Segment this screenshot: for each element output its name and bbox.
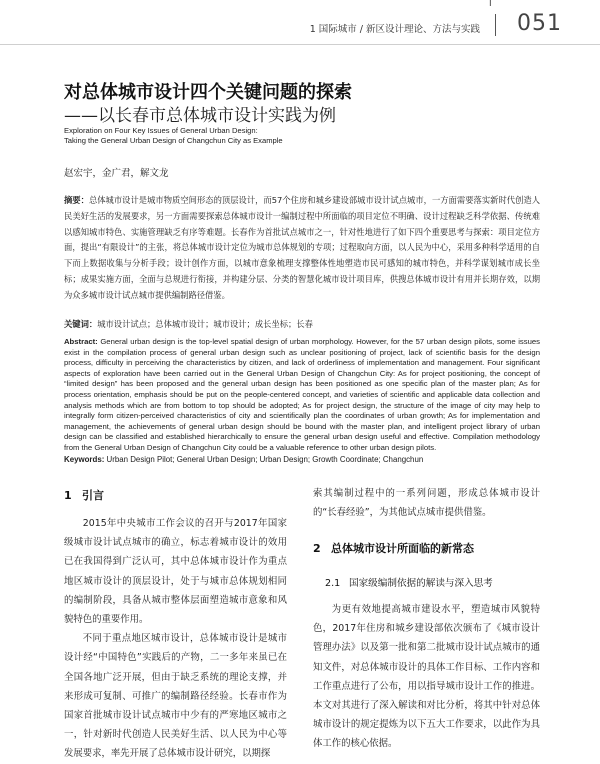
- right-column-top: [313, 484, 540, 522]
- section-2-title: 总体城市设计所面临的新常态: [331, 542, 474, 555]
- keywords-en-label: Keywords:: [64, 455, 105, 464]
- abstract-cn-text: 总体城市设计是城市物质空间形态的顶层设计，而57个住房和城乡建设部城市设计试点城市，一方面需要落实新时代创造人民美好生活的发展要求，另一方面需要探索总体城市设计一编制过程中所面临的项目定位不明确、设计过程缺乏科学依据、传统难以感知城市特色、实施管理缺乏有序等难题。长春作为首批试点城市之一，针对性地进行了如下四个重要思考与探索：项目定位方面，提出“有限设计”的主张，将总体城市设计定位为城市总体规划的专项；过程取向方面，以人民为中心，采用多种科学适用的自下而上数据收集与分析手段；设计创作方面，以城市意象梳理支撑整体性地塑造市民可感知的城市特色，并科学谋划城市成长坐标；成果实施方面，全面与总规进行衔接，并构建分层、分类的智慧化城市设计项目库，供搜总体城市设计有用并长期存效，以期为众多城市设计试点城市提供编制路径借鉴。: [64, 195, 540, 300]
- section-2-number: 2: [313, 542, 321, 555]
- section-1-heading: [64, 487, 104, 503]
- english-title: [64, 126, 283, 146]
- keywords-en: [64, 454, 540, 465]
- abstract-cn: [64, 193, 540, 304]
- left-paragraph-1: 2015年中央城市工作会议的召开与2017年国家级城市设计试点城市的确立，标志着城市设计的效用已在我国得到广泛认可，其中总体城市设计作为重点地区城市设计的顶层设计，处于与城市总体规划相同的编制阶段，具备从城市整体层面塑造城市意象和风貌特色的重要作用。: [64, 518, 287, 626]
- article-title: 对总体城市设计四个关键问题的探索: [64, 82, 352, 103]
- right-paragraph-1: 索其编制过程中的一系列问题，形成总体城市设计的“长春经验”，为其他试点城市提供借鉴。: [313, 488, 540, 519]
- abstract-en: [64, 337, 540, 454]
- section-2-1-heading: [325, 575, 493, 589]
- running-head: 1 国际城市 / 新区设计理论、方法与实践: [309, 24, 480, 35]
- english-title-line-2: Taking the General Urban Design of Changchun City as Example: [64, 136, 283, 145]
- left-column: [64, 514, 287, 764]
- keywords-cn-text: 城市设计试点；总体城市设计；城市设计；成长坐标；长春: [97, 319, 313, 329]
- keywords-en-text: Urban Design Pilot; General Urban Design; Urban Design; Growth Coordinate; Changchun: [106, 455, 424, 464]
- english-title-line-1: Exploration on Four Key Issues of General Urban Design:: [64, 126, 258, 135]
- authors: 赵宏宇，金广君，解文龙: [64, 168, 169, 179]
- header-divider: [495, 14, 496, 36]
- section-1-title: 引言: [82, 489, 104, 502]
- header-rule: [0, 44, 600, 45]
- abstract-cn-label: 摘要：: [64, 195, 89, 205]
- section-1-number: 1: [64, 489, 72, 502]
- corner-mark: I: [489, 0, 492, 9]
- section-2-1-number: 2.1: [325, 578, 341, 589]
- right-paragraph-2: 为更有效地提高城市建设水平，塑造城市风貌特色，2017年住房和城乡建设部依次颁布了《城市设计管理办法》以及第一批和第二批城市设计试点城市的通知文件，对总体城市设计的具体工作目标、工作内容和工作重点进行了公布，用以指导城市设计工作的推进。本文对其进行了深入解读和对比分析，将其中针对总体城市设计的规定提炼为以下五大工作要求，以此作为具体工作的核心依据。: [313, 604, 540, 750]
- section-2-1-title: 国家级编制依据的解读与深入思考: [349, 578, 493, 589]
- article-subtitle: ——以长春市总体城市设计实践为例: [64, 106, 336, 126]
- page-number: 051: [517, 11, 562, 36]
- keywords-cn: [64, 317, 540, 332]
- keywords-cn-label: 关键词：: [64, 319, 98, 329]
- section-2-heading: [313, 540, 474, 556]
- left-paragraph-2: 不同于重点地区城市设计，总体城市设计是城市设计经“中国特色”实践后的产物，二一多年来虽已在全国各地广泛开展，但由于缺乏系统的理论支撑，并来形成可复制、可推广的编制路径经验。长春市作为国家首批城市设计试点城市中少有的严寒地区城市之一，针对新时代创造人民美好生活、以人民为中心等发展要求，率先开展了总体城市设计研究，以期探: [64, 633, 287, 760]
- abstract-en-label: Abstract:: [64, 337, 98, 346]
- right-column-bottom: [313, 600, 540, 754]
- abstract-en-text: General urban design is the top-level spatial design of urban morphology. However, for the 57 urban design pilots, some issues exist in the compilation process of general urban design such as unclear positioning of project, lack of scientific basis for the design process, difficulty in perceiving the characteristics by citizen, and lack of orderliness of implementation and management. Four significant aspects of exploration have been carried out in the General Urban Design of Changchun City: As for project positioning, the concept of “limited design” has been proposed and the general urban design has been positioned as one specific plan of the master plan; As for process orientation, emphasis should be put on the people-centered concept, and varieties of scientific and applicable data collection and analysis methods which are from bottom to top should be adopted; As for project design, the structure of the image of city may help to integrally form citizen-perceived characteristics of city and scientifically plan the coordinates of urban growth; As for implementation and management, the achievements of general urban design should be bound with the master plan, and intelligent project library of urban design can be classified and established hierarchically to ensure the general urban design useful and effective. Compilation methodology from the General Urban Design of Changchun City could be a valuable reference to other urban design pilots.: [64, 337, 540, 452]
